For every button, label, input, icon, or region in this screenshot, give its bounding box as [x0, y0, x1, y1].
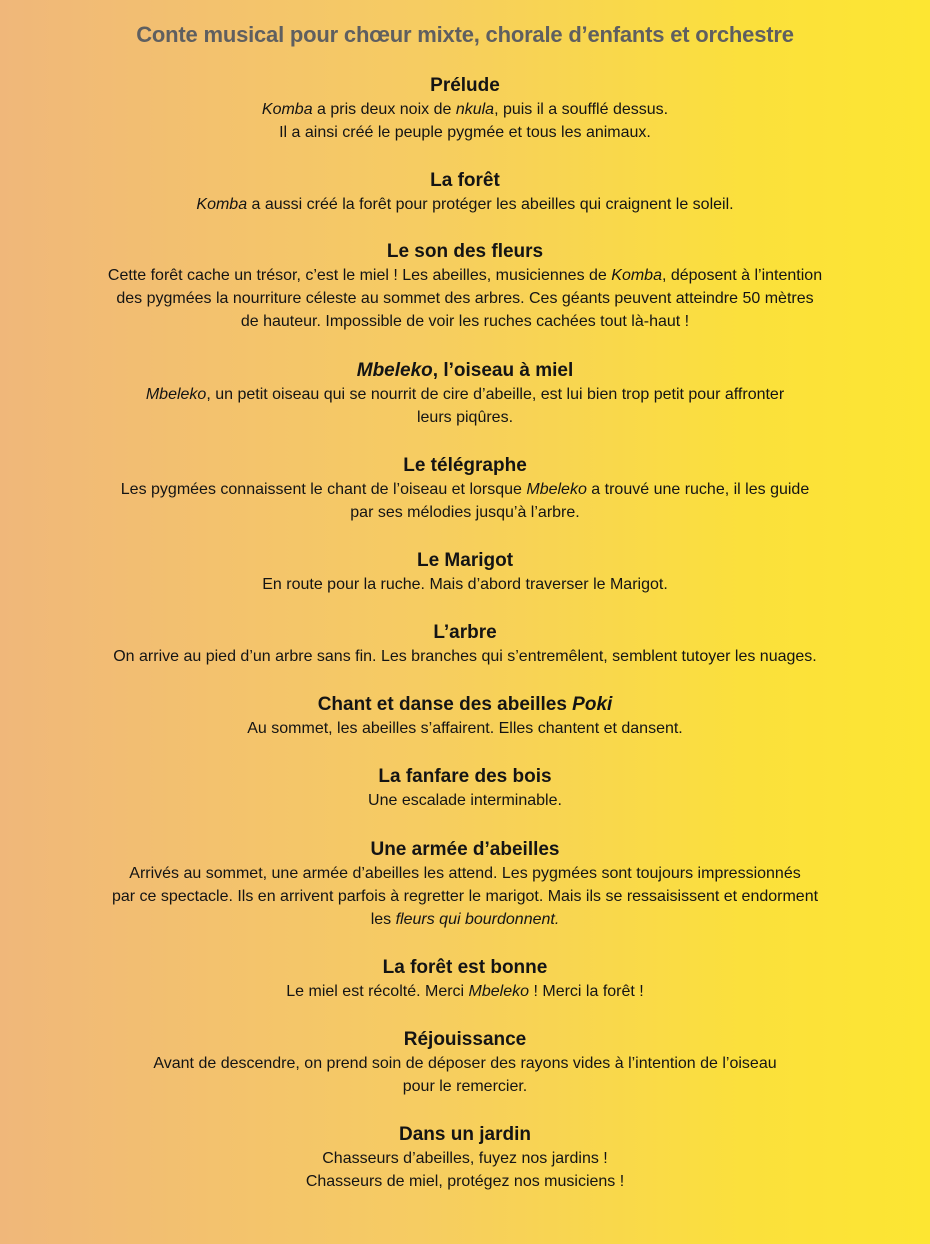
text-line	[20, 478, 910, 501]
text-run: On arrive au pied d’un arbre sans fin. Les branches qui s’entremêlent, semblent tutoyer les nuages.	[113, 648, 817, 665]
text-line	[20, 980, 910, 1003]
section-heading: La forêt est bonne	[382, 957, 548, 978]
italic-text: Komba	[261, 101, 313, 118]
section-text	[20, 573, 910, 596]
text-line	[20, 717, 910, 740]
section-heading: Le Marigot	[416, 550, 514, 571]
text-line	[20, 645, 910, 668]
text-run: Chasseurs de miel, protégez nos musiciens !	[305, 1173, 625, 1190]
text-run: a pris deux noix de	[312, 101, 456, 118]
section-chant-et-danse-des-abeilles-poki	[20, 693, 910, 740]
text-run: ! Merci la forêt !	[529, 983, 644, 1000]
section-text	[20, 980, 910, 1003]
section-une-armee-d-abeilles	[20, 838, 910, 931]
text-line	[20, 1170, 910, 1193]
text-run: pour le remercier.	[402, 1078, 528, 1095]
text-run: par ce spectacle. Ils en arrivent parfois à regretter le marigot. Mais ils se ressaisissent et endorment	[111, 888, 819, 905]
section-text	[20, 862, 910, 931]
italic-text: fleurs qui bourdonnent.	[395, 911, 560, 928]
text-line	[20, 121, 910, 144]
section-le-marigot	[20, 549, 910, 596]
text-run: , l’oiseau à miel	[432, 360, 574, 381]
section-heading: Dans un jardin	[399, 1124, 531, 1145]
section-la-foret-est-bonne	[20, 956, 910, 1003]
text-run: Une escalade interminable.	[368, 792, 562, 809]
text-line	[20, 310, 910, 333]
section-le-son-des-fleurs	[20, 240, 910, 333]
text-line	[20, 789, 910, 812]
text-run: par ses mélodies jusqu’à l’arbre.	[350, 504, 580, 521]
text-run: Il a ainsi créé le peuple pygmée et tous les animaux.	[279, 124, 651, 141]
text-line	[20, 862, 910, 885]
italic-text: Mbeleko	[145, 386, 207, 403]
section-le-telegraphe	[20, 454, 910, 524]
section-text	[20, 383, 910, 429]
text-run: Les pygmées connaissent le chant de l’oiseau et lorsque	[120, 481, 527, 498]
section-dans-un-jardin	[20, 1123, 910, 1193]
section-rejouissance	[20, 1028, 910, 1098]
text-line	[20, 287, 910, 310]
section-text	[20, 98, 910, 144]
text-line	[20, 98, 910, 121]
text-line	[20, 1052, 910, 1075]
text-line	[20, 1147, 910, 1170]
text-run: , un petit oiseau qui se nourrit de cire d’abeille, est lui bien trop petit pour affronter	[206, 386, 785, 403]
text-line	[20, 908, 910, 931]
section-heading: L’arbre	[433, 622, 497, 643]
text-line	[20, 264, 910, 287]
section-text	[20, 1052, 910, 1098]
italic-text: Komba	[611, 267, 662, 284]
text-run: des pygmées la nourriture céleste au sommet des arbres. Ces géants peuvent atteindre 50 mètres	[116, 290, 814, 307]
section-heading	[20, 693, 910, 717]
page-title: Conte musical pour chœur mixte, chorale d’enfants et orchestre	[136, 22, 794, 47]
text-run: a trouvé une ruche, il les guide	[586, 481, 810, 498]
text-run: Au sommet, les abeilles s’affairent. Elles chantent et dansent.	[247, 720, 683, 737]
text-run: leurs piqûres.	[416, 409, 514, 426]
section-la-foret	[20, 169, 910, 216]
text-run: a aussi créé la forêt pour protéger les abeilles qui craignent le soleil.	[247, 196, 734, 213]
italic-text: nkula	[455, 101, 495, 118]
text-line	[20, 573, 910, 596]
section-heading	[20, 359, 910, 383]
italic-text: Poki	[572, 694, 613, 715]
section-heading: La forêt	[430, 170, 500, 191]
text-run: Chant et danse des abeilles	[317, 694, 573, 715]
section-heading: Prélude	[430, 75, 500, 96]
text-run: En route pour la ruche. Mais d’abord traverser le Marigot.	[262, 576, 668, 593]
italic-text: Komba	[196, 196, 248, 213]
section-text	[20, 789, 910, 812]
section-la-fanfare-des-bois	[20, 765, 910, 812]
section-heading: Une armée d’abeilles	[370, 839, 560, 860]
italic-text: Mbeleko	[356, 360, 433, 381]
text-run: Le miel est récolté. Merci	[286, 983, 469, 1000]
italic-text: Mbeleko	[468, 983, 530, 1000]
section-text	[20, 645, 910, 668]
section-heading: Réjouissance	[403, 1029, 527, 1050]
text-line	[20, 1075, 910, 1098]
section-text	[20, 264, 910, 333]
text-run: de hauteur. Impossible de voir les ruches cachées tout là-haut !	[240, 313, 690, 330]
text-run: , puis il a soufflé dessus.	[494, 101, 669, 118]
italic-text: Mbeleko	[526, 481, 587, 498]
text-line	[20, 501, 910, 524]
section-prelude	[20, 74, 910, 144]
section-text	[20, 193, 910, 216]
text-line	[20, 383, 910, 406]
section-heading: Le son des fleurs	[386, 241, 544, 262]
section-heading: La fanfare des bois	[378, 766, 552, 787]
text-run: Arrivés au sommet, une armée d’abeilles les attend. Les pygmées sont toujours impressionnés	[129, 865, 801, 882]
section-text	[20, 1147, 910, 1193]
section-text	[20, 478, 910, 524]
text-run: , déposent à l’intention	[661, 267, 823, 284]
section-text	[20, 717, 910, 740]
section-heading: Le télégraphe	[403, 455, 527, 476]
text-line	[20, 193, 910, 216]
text-run: Cette forêt cache un trésor, c’est le miel ! Les abeilles, musiciennes de	[107, 267, 612, 284]
text-run: Avant de descendre, on prend soin de déposer des rayons vides à l’intention de l’oiseau	[153, 1055, 777, 1072]
text-line	[20, 406, 910, 429]
text-run: les	[370, 911, 396, 928]
text-run: Chasseurs d’abeilles, fuyez nos jardins !	[322, 1150, 608, 1167]
section-mbeleko-l-oiseau-a-miel	[20, 359, 910, 429]
text-line	[20, 885, 910, 908]
section-l-arbre	[20, 621, 910, 668]
